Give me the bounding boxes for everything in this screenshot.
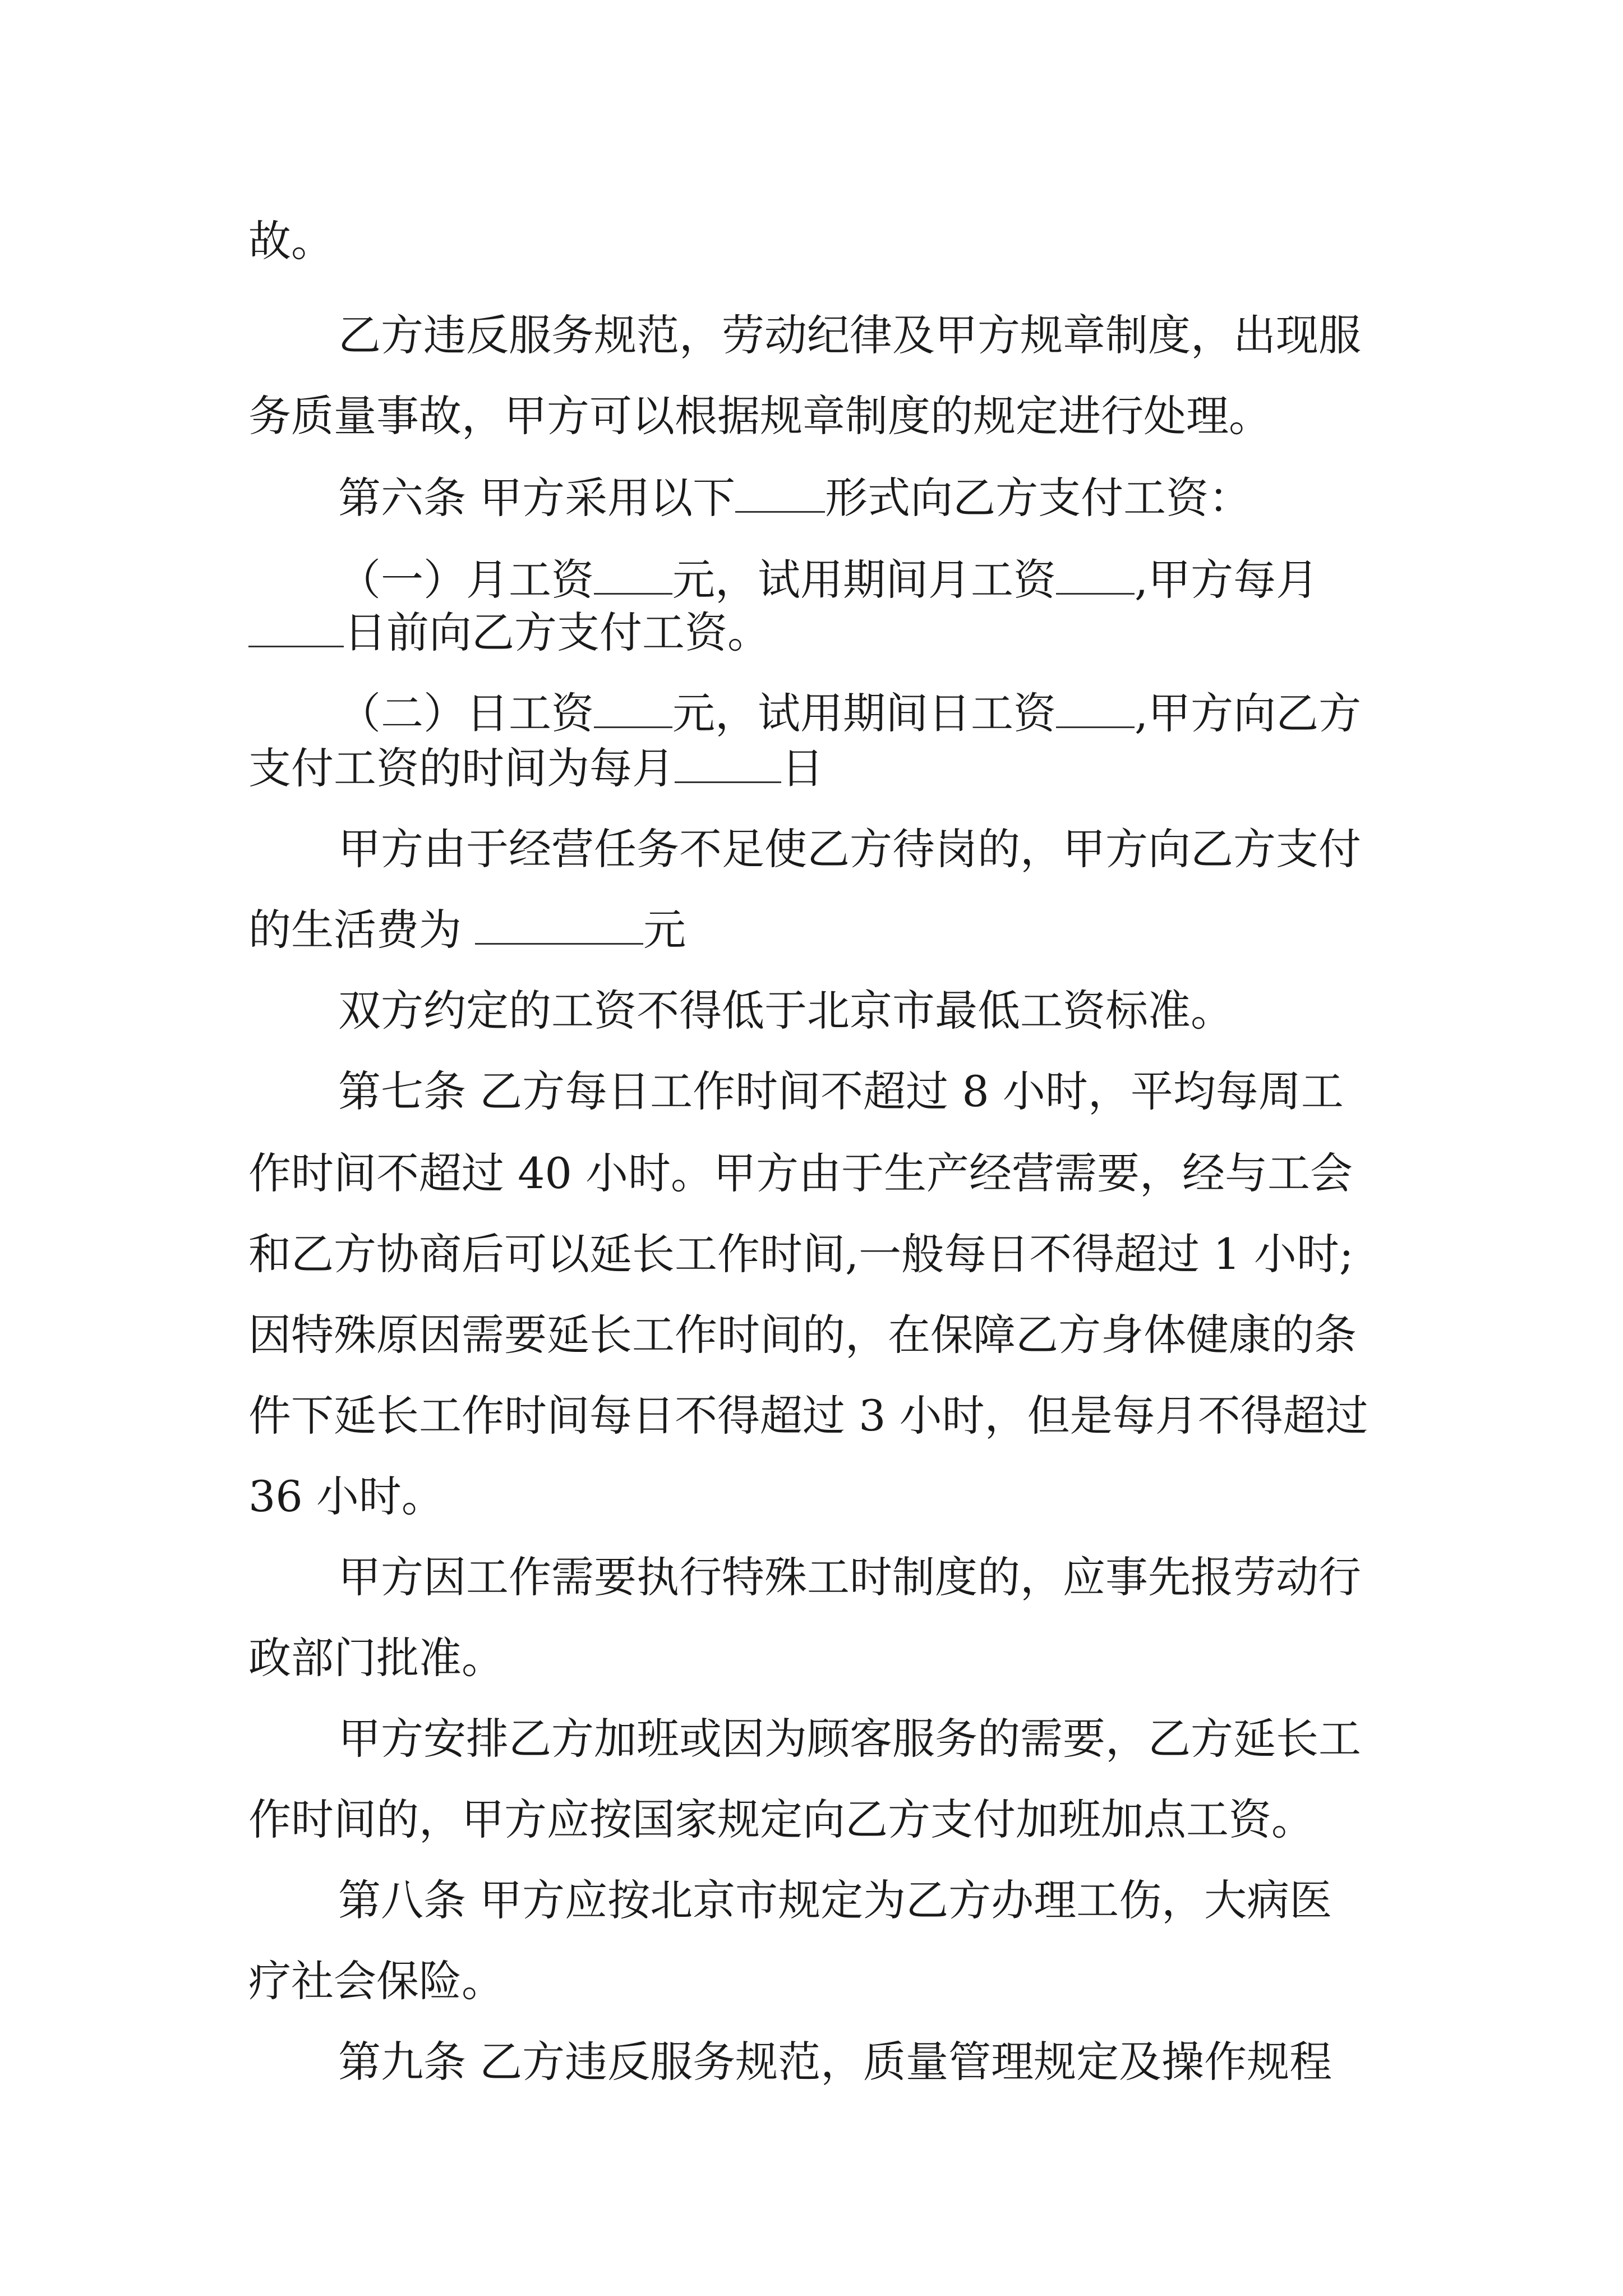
article-7-line: 第七条 乙方每日工作时间不超过 8 小时，平均每周工: [338, 1066, 1344, 1116]
paragraph-line: 作时间不超过 40 小时。甲方由于生产经营需要，经与工会: [248, 1148, 1353, 1198]
paragraph-line: 政部门批准。: [248, 1633, 504, 1683]
paragraph-line: 甲方因工作需要执行特殊工时制度的，应事先报劳动行: [338, 1552, 1361, 1602]
fill-blank[interactable]: [1056, 687, 1135, 728]
paragraph-line: 支付工资的时间为每月 日: [248, 743, 824, 793]
paragraph-line: 和乙方协商后可以延长工作时间,一般每日不得超过 1 小时;: [248, 1229, 1354, 1279]
paragraph-line: 日前向乙方支付工资。: [248, 605, 770, 661]
article-6-heading: 第六条 甲方采用以下 形式向乙方支付工资：: [338, 473, 1252, 523]
fill-blank[interactable]: [735, 472, 825, 513]
article-9-line: 第九条 乙方违反服务规范，质量管理规定及操作规程: [338, 2037, 1332, 2087]
paragraph-line: 故。: [248, 216, 334, 266]
fill-blank[interactable]: [594, 554, 672, 595]
paragraph-line: 甲方安排乙方加班或因为顾客服务的需要，乙方延长工: [338, 1714, 1361, 1764]
paragraph-line: （一）月工资 元，试用期间月工资 ,甲方每月: [338, 555, 1319, 605]
paragraph-line: 36 小时。: [248, 1471, 444, 1521]
fill-blank[interactable]: [475, 904, 643, 945]
paragraph-line: 件下延长工作时间每日不得超过 3 小时，但是每月不得超过: [248, 1391, 1368, 1441]
paragraph-line: 疗社会保险。: [248, 1956, 504, 2006]
paragraph-line: 作时间的，甲方应按国家规定向乙方支付加班加点工资。: [248, 1795, 1314, 1844]
fill-blank[interactable]: [248, 606, 344, 647]
fill-blank[interactable]: [1056, 554, 1135, 595]
paragraph-line: 乙方违反服务规范，劳动纪律及甲方规章制度，出现服: [338, 310, 1361, 360]
article-8-line: 第八条 甲方应按北京市规定为乙方办理工伤，大病医: [338, 1875, 1332, 1925]
paragraph-line: 甲方由于经营任务不足使乙方待岗的，甲方向乙方支付: [338, 824, 1361, 874]
paragraph-line: 因特殊原因需要延长工作时间的，在保障乙方身体健康的条: [248, 1310, 1357, 1360]
fill-blank[interactable]: [594, 687, 672, 728]
paragraph-line: 的生活费为 元: [248, 905, 686, 955]
fill-blank[interactable]: [675, 742, 781, 783]
paragraph-line: 双方约定的工资不得低于北京市最低工资标准。: [338, 986, 1233, 1036]
paragraph-line: （二）日工资 元，试用期间日工资 ,甲方向乙方: [338, 688, 1362, 738]
paragraph-line: 务质量事故，甲方可以根据规章制度的规定进行处理。: [248, 391, 1271, 441]
